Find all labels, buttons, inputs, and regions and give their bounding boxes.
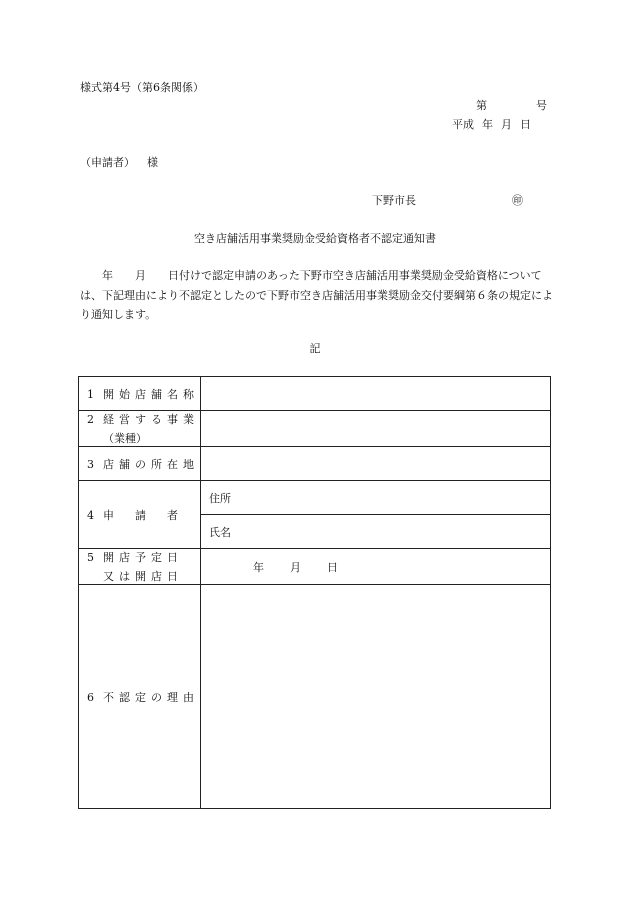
era-label: 平成: [452, 118, 474, 131]
table-row: [79, 585, 551, 809]
issue-date: [452, 119, 531, 130]
table-row: [79, 377, 551, 411]
document-title: 空き店舗活用事業奨励金受給資格者不認定通知書: [194, 232, 436, 245]
month-label: 月: [501, 118, 512, 131]
row-label: 5 開店予定日 又は開店日: [79, 549, 201, 585]
number-suffix: 号: [536, 99, 547, 112]
opening-date-cell: 年 月 日: [201, 549, 551, 585]
day-label: 日: [520, 118, 531, 131]
reason-cell: [201, 585, 551, 809]
table-row: [79, 481, 551, 515]
addressee-honorific: 様: [147, 156, 158, 169]
row-label: 6 不認定の理由: [79, 585, 201, 809]
body-text: 年 月 日付けで認定申請のあった下野市空き店舗活用事業奨励金受給資格については、下記理由により不認定としたので下野市空き店舗活用事業奨励金交付要綱第６条の規定により通知します。: [80, 269, 553, 321]
issuer-name: 下野市長: [372, 194, 416, 207]
business-type-cell: [201, 411, 551, 447]
table-row: [79, 447, 551, 481]
year-label: 年: [482, 118, 493, 131]
row-label: 3 店舗の所在地: [79, 447, 201, 481]
row-label: 2 経営する事業 （業種）: [79, 411, 201, 447]
detail-table: [78, 376, 551, 809]
addressee: [80, 157, 158, 168]
row-label: 1 開始店舗名称: [79, 377, 201, 411]
store-address-cell: [201, 447, 551, 481]
seal-mark: ㊞: [512, 194, 523, 207]
applicant-name-cell: 氏名: [201, 515, 551, 549]
table-row: [79, 411, 551, 447]
addressee-label: （申請者）: [80, 156, 135, 169]
ki-heading: 記: [309, 342, 321, 355]
form-reference: 様式第4号（第6条関係）: [80, 81, 204, 94]
number-prefix: 第: [476, 99, 487, 112]
applicant-address-cell: 住所: [201, 481, 551, 515]
store-name-cell: [201, 377, 551, 411]
row-label: 4 申 請 者: [79, 481, 201, 549]
table-row: [79, 549, 551, 585]
